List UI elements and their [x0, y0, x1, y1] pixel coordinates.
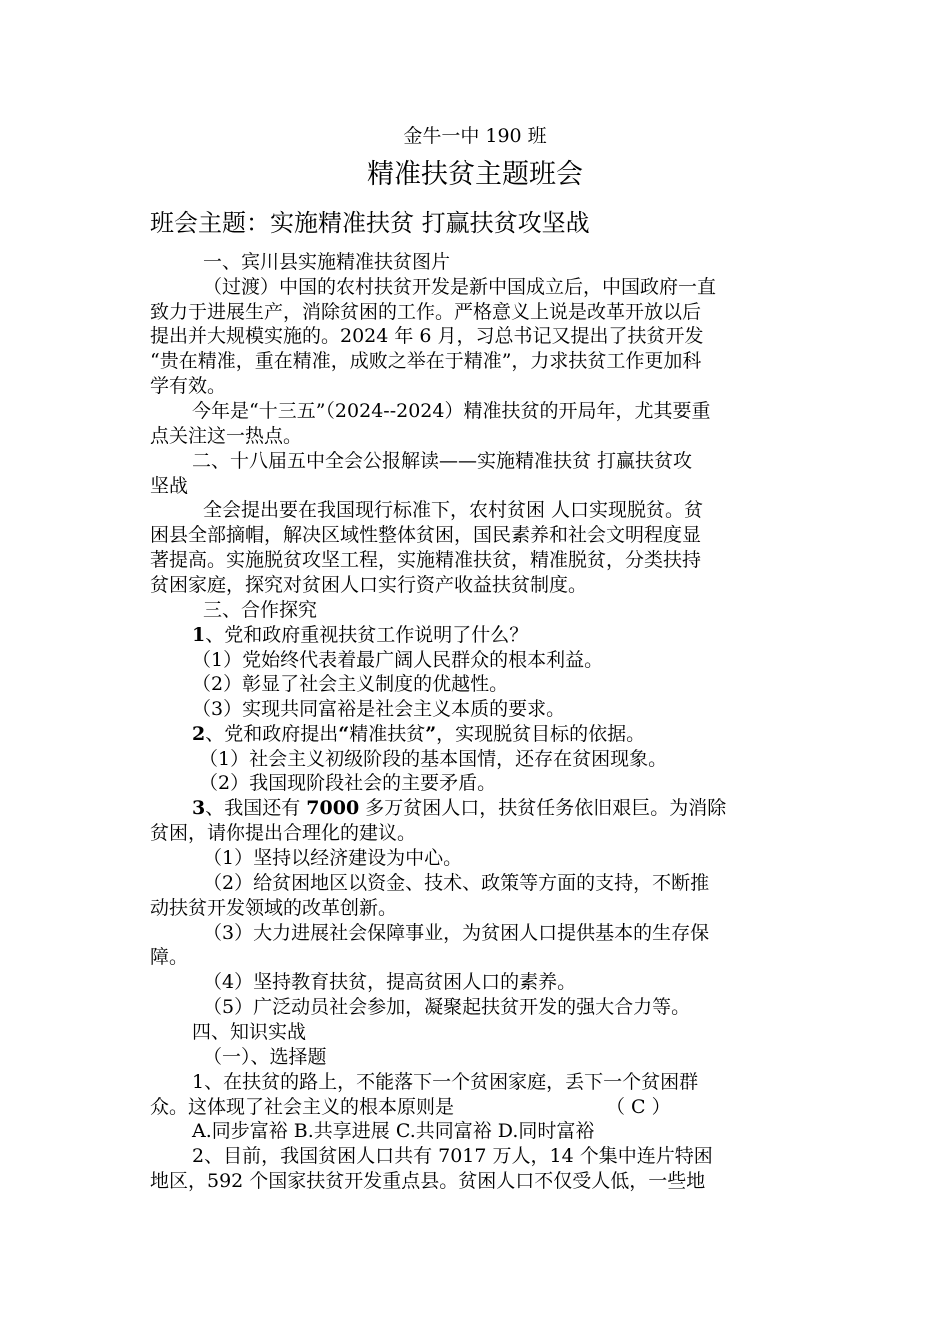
choice-question-line: 2、目前，我国贫困人口共有 7017 万人，14 个集中连片特困: [192, 1145, 713, 1167]
answer-line: （3）实现共同富裕是社会主义本质的要求。: [192, 698, 566, 720]
section1-paragraph-line: “贵在精准，重在精准，成败之举在于精准”，力求扶贫工作更加科: [150, 350, 702, 372]
question-text: 多万贫困人口，扶贫任务依旧艰巨。为消除: [359, 797, 727, 819]
question-1: [192, 623, 528, 647]
section4-heading: 四、知识实战: [192, 1021, 307, 1043]
section1-paragraph-line: （过渡）中国的农村扶贫开发是新中国成立后，中国政府一直: [203, 276, 717, 298]
section1-paragraph-line: 提出并大规模实施的。2024 年 6 月，习总书记又提出了扶贫开发: [150, 325, 704, 347]
section1-paragraph2-line: 点关注这一热点。: [150, 425, 303, 447]
section2-paragraph-line: 贫困家庭，探究对贫困人口实行资产收益扶贫制度。: [150, 574, 588, 596]
answer-line: （3）大力进展社会保障事业，为贫困人口提供基本的生存保: [203, 922, 710, 944]
answer-line: （1）党始终代表着最广阔人民群众的根本利益。: [192, 649, 604, 671]
answer-line: （1）坚持以经济建设为中心。: [203, 847, 463, 869]
question-text: 、党和政府重视扶贫工作说明了什么？: [205, 624, 529, 646]
question-text: 精准扶贫: [349, 723, 426, 745]
choice-question-line: 地区，592 个国家扶贫开发重点县。贫困人口不仅受人低，一些地: [150, 1170, 706, 1192]
question-number: 3: [192, 797, 206, 819]
question-text: 、党和政府提出: [205, 723, 339, 745]
choice-options: A.同步富裕 B.共享进展 C.共同富裕 D.同时富裕: [192, 1120, 595, 1142]
quote-mark: ”: [425, 723, 437, 745]
document-title: 精准扶贫主题班会: [367, 159, 583, 190]
question-2: [192, 722, 645, 746]
section1-heading: 一、宾川县实施精准扶贫图片: [203, 251, 451, 273]
question-text: 、我国还有: [205, 797, 307, 819]
section1-paragraph-line: 学有效。: [150, 375, 227, 397]
school-class-label: 金牛一中 190 班: [403, 125, 547, 147]
answer-line: 动扶贫开发领域的改革创新。: [150, 897, 398, 919]
section4-subheading: （一）、选择题: [203, 1046, 327, 1068]
choice-question-line: 1、在扶贫的路上，不能落下一个贫困家庭，丢下一个贫困群: [192, 1071, 699, 1093]
emphasis-number: 7000: [306, 797, 360, 819]
question-text: ，实现脱贫目标的依据。: [436, 723, 646, 745]
answer-line: （2）给贫困地区以资金、技术、政策等方面的支持，不断推: [203, 872, 710, 894]
section2-paragraph-line: 全会提出要在我国现行标准下，农村贫困 人口实现脱贫。贫: [203, 499, 704, 521]
section2-heading: 坚战: [150, 475, 189, 497]
answer-line: （5）广泛动员社会参加，凝聚起扶贫开发的强大合力等。: [203, 996, 691, 1018]
answer-line: 障。: [150, 946, 189, 968]
answer-line: （2）我国现阶段社会的主要矛盾。: [199, 772, 497, 794]
section1-paragraph2-line: 今年是“十三五”（2024--2024）精准扶贫的开局年，尤其要重: [192, 400, 711, 422]
quote-mark: “: [338, 723, 350, 745]
answer-line: （1）社会主义初级阶段的基本国情，还存在贫困现象。: [199, 748, 668, 770]
section1-paragraph-line: 致力于进展生产，消除贫困的工作。严格意义上说是改革开放以后: [150, 301, 702, 323]
section3-heading: 三、合作探究: [203, 599, 318, 621]
question-3-line2: 贫困，请你提出合理化的建议。: [150, 822, 417, 844]
question-number: 1: [192, 624, 206, 646]
answer-line: （2）彰显了社会主义制度的优越性。: [192, 673, 509, 695]
section2-heading: 二、十八届五中全会公报解读——实施精准扶贫 打赢扶贫攻: [192, 450, 693, 472]
question-3: [192, 796, 726, 820]
section2-paragraph-line: 困县全部摘帽，解决区域性整体贫困，国民素养和社会文明程度显: [150, 524, 702, 546]
choice-question-line: 众。这体现了社会主义的根本原则是: [150, 1096, 455, 1118]
section2-paragraph-line: 著提高。实施脱贫攻坚工程，实施精准扶贫，精准脱贫，分类扶持: [150, 549, 702, 571]
question-number: 2: [192, 723, 206, 745]
answer-line: （4）坚持教育扶贫，提高贫困人口的素养。: [203, 971, 577, 993]
meeting-theme: 班会主题：实施精准扶贫 打赢扶贫攻坚战: [150, 209, 590, 237]
answer-bracket: （ C ）: [606, 1096, 671, 1118]
